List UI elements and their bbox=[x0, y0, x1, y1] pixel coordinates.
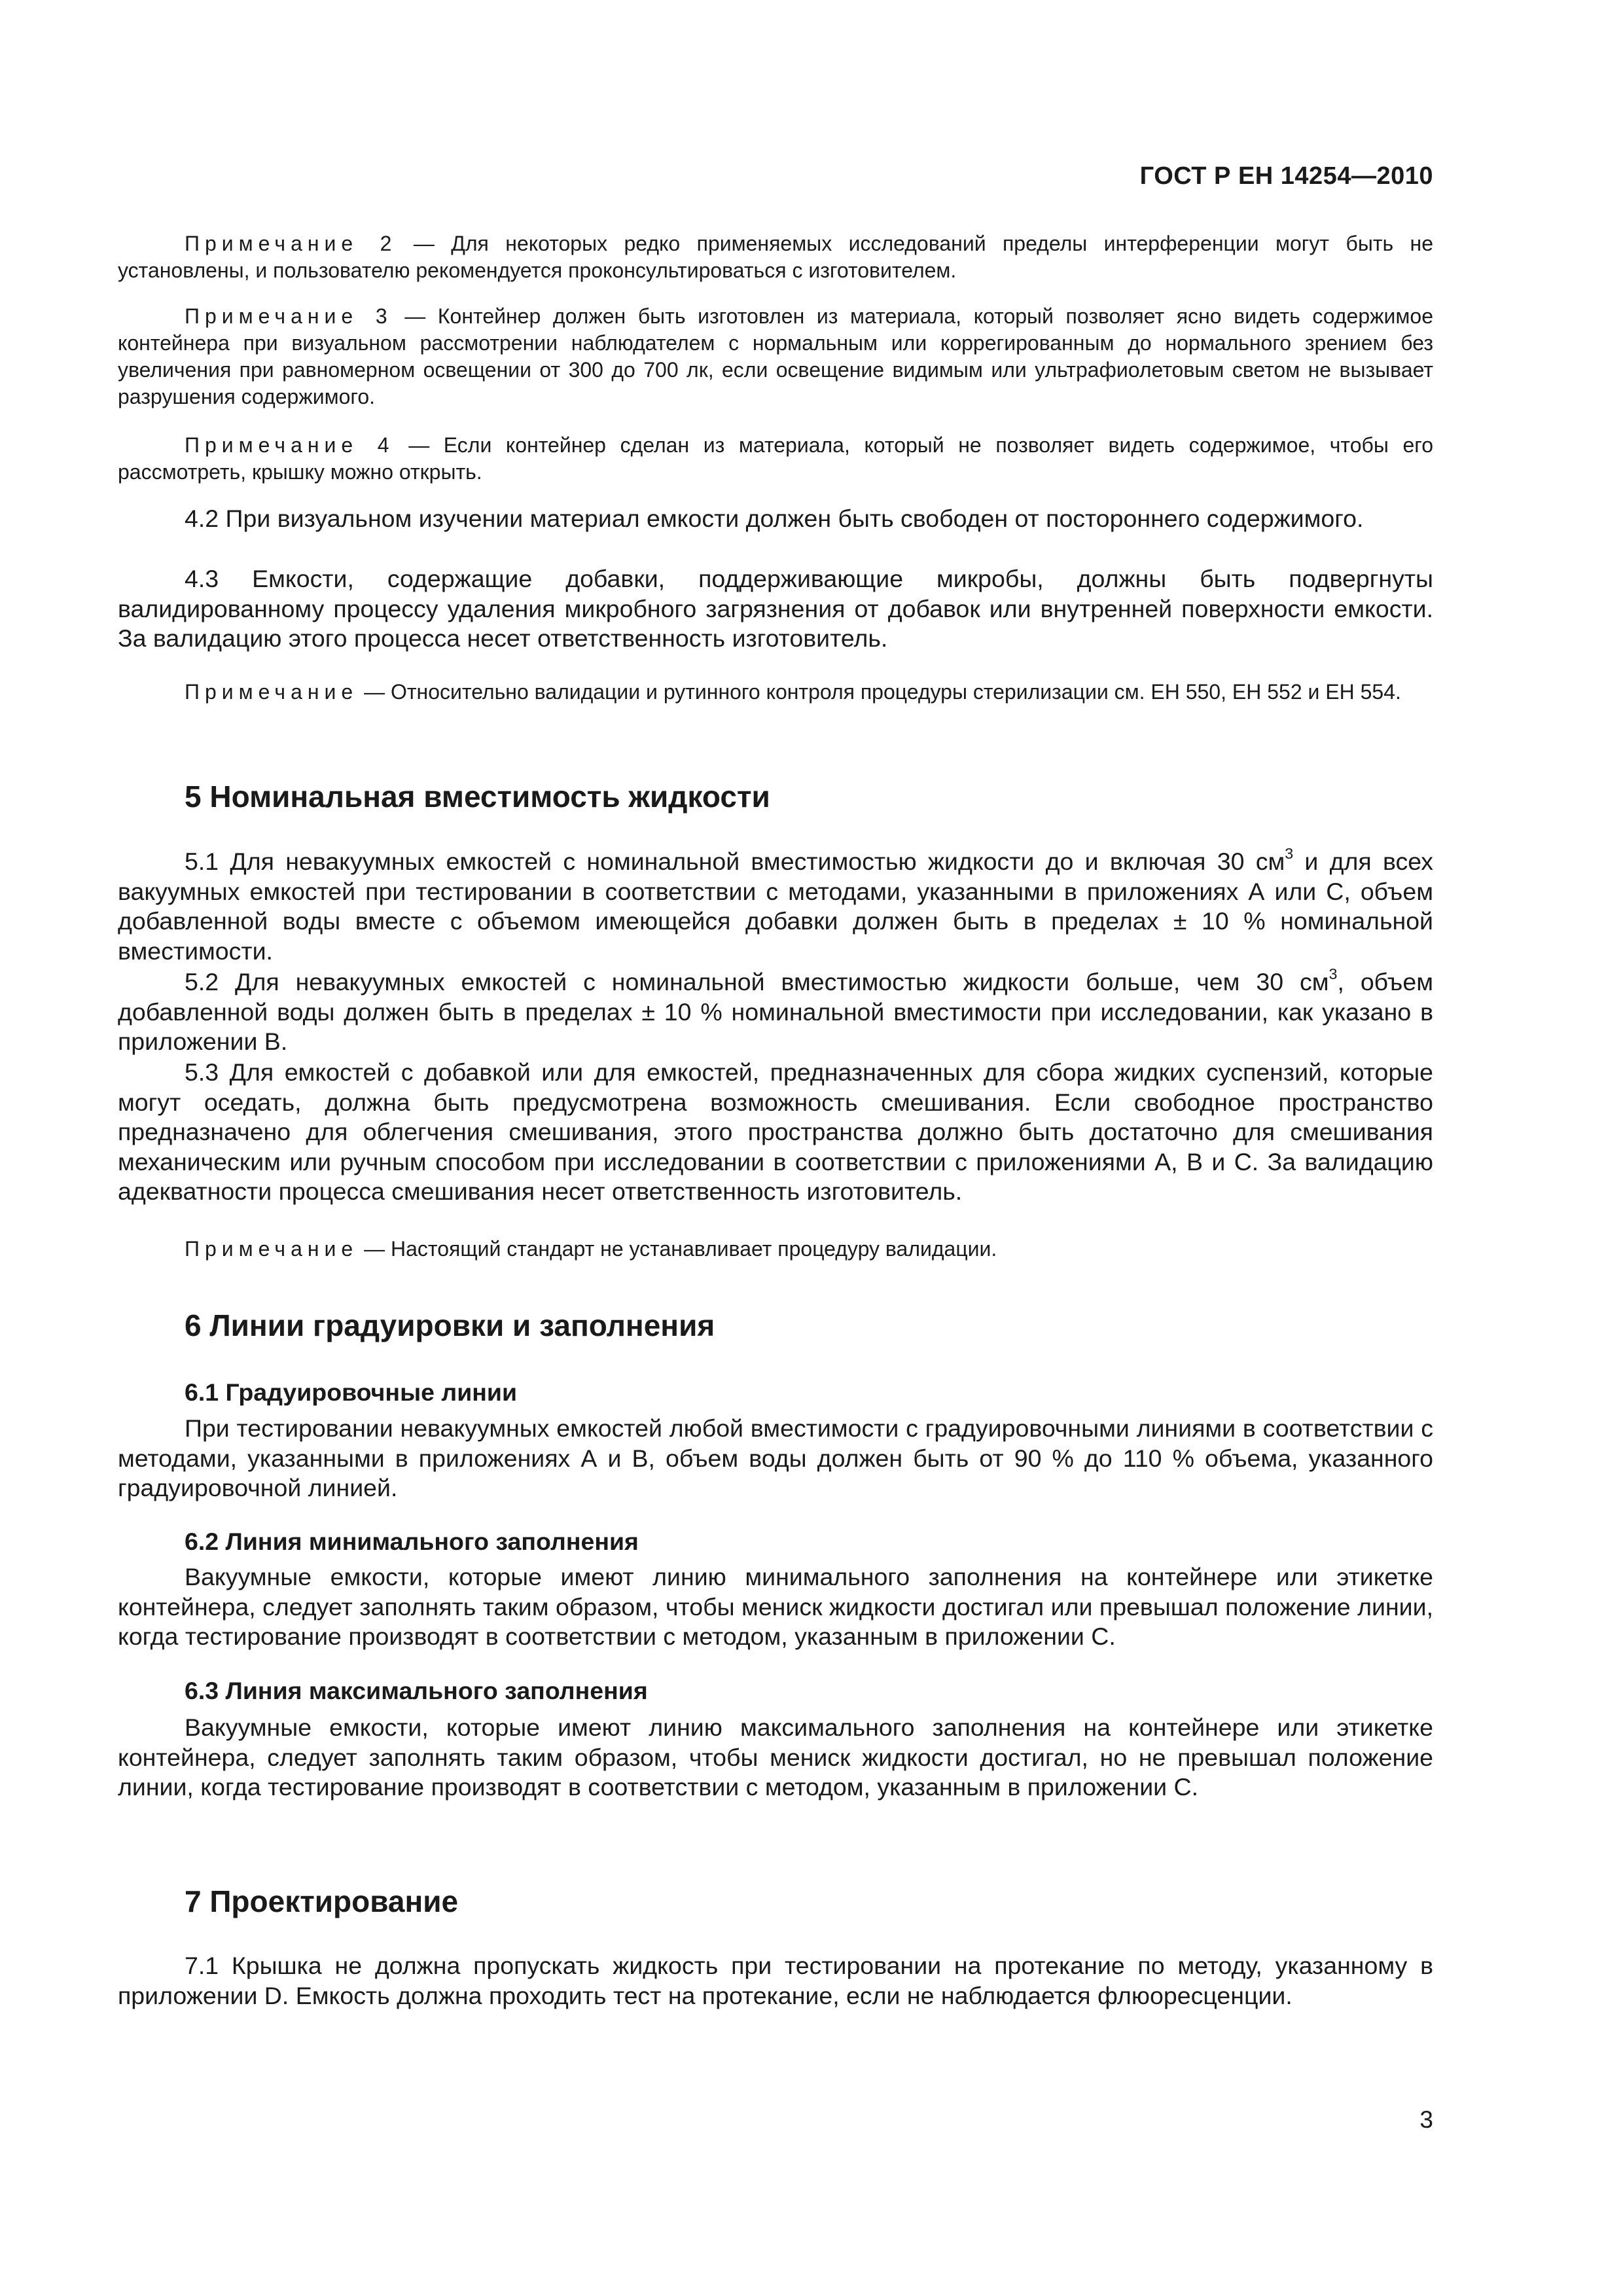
superscript: 3 bbox=[1329, 965, 1338, 983]
paragraph-5-3: 5.3 Для емкостей с добавкой или для емкостей, предназначенных для сбора жидких суспензий, которые могут оседать, должна быть предусмотрена возможность смешивания. Если свободное пространство предназначено для облегчения смешивания, этого пространства должно быть достаточно для смешивания механическим или ручным способом при исследовании в соответствии с приложениями А, В и С. За валидацию адекватности процесса смешивания несет ответственность изготовитель. bbox=[118, 1058, 1433, 1205]
subsection-6-1-heading: 6.1 Градуировочные линии bbox=[185, 1378, 518, 1406]
paragraph-4-2: 4.2 При визуальном изучении материал емкости должен быть свободен от постороннего содержимого. bbox=[185, 505, 1364, 532]
paragraph-6-1: При тестировании невакуумных емкостей любой вместимости с градуировочными линиями в соответствии с методами, указанными в приложениях А и В, объем воды должен быть от 90 % до 110 % объема, указанного градуировочной линией. bbox=[118, 1414, 1433, 1501]
paragraph-7-1: 7.1 Крышка не должна пропускать жидкость при тестировании на протекание по методу, указанному в приложении D. Емкость должна проходить тест на протекание, если не наблюдается флюоресценции. bbox=[118, 1952, 1433, 2009]
paragraph-6-2: Вакуумные емкости, которые имеют линию минимального заполнения на контейнере или этикетке контейнера, следует заполнять таким образом, чтобы мениск жидкости достигал или превышал положение линии, когда тестирование производят в соответствии с методом, указанным в приложении С. bbox=[118, 1563, 1433, 1650]
section-6-heading: 6 Линии градуировки и заполнения bbox=[185, 1308, 715, 1342]
note-4 bbox=[118, 432, 1433, 486]
paragraph-6-3: Вакуумные емкости, которые имеют линию максимального заполнения на контейнере или этикетке контейнера, следует заполнять таким образом, чтобы мениск жидкости достигал, но не превышал положение линии, когда тестирование производят в соответствии с методом, указанным в приложении С. bbox=[118, 1713, 1433, 1801]
page-number: 3 bbox=[1419, 2106, 1433, 2133]
note-sterilization bbox=[118, 679, 1433, 706]
paragraph-5-1: 5.1 Для невакуумных емкостей с номинальной вместимостью жидкости до и включая 30 $см^3$ и для всех вакуумных емкостей при тестировании в соответствии с методами, указанными в приложениях А или С, объем добавленной воды вместе с объемом имеющейся добавки должен быть в пределах ± 10 % номинальной вместимости. bbox=[118, 845, 1433, 965]
note-label: Примечание 4 bbox=[185, 433, 395, 457]
note-label: Примечание 2 bbox=[185, 232, 397, 255]
superscript: 3 bbox=[1285, 845, 1294, 863]
paragraph-5-2: 5.2 Для невакуумных емкостей с номинальной вместимостью жидкости больше, чем 30 $см^3$, объем добавленной воды должен быть в пределах ± 10 % номинальной вместимости при исследовании, как указано в приложении В. bbox=[118, 965, 1433, 1055]
note-text: — Если контейнер сделан из материала, который не позволяет видеть содержимое, чтобы его рассмотреть, крышку можно открыть. bbox=[118, 433, 1434, 484]
section-5-heading: 5 Номинальная вместимость жидкости bbox=[185, 780, 770, 814]
section-7-heading: 7 Проектирование bbox=[185, 1884, 459, 1918]
note-2 bbox=[118, 230, 1433, 284]
note-text: — Относительно валидации и рутинного контроля процедуры стерилизации см. ЕН 550, ЕН 552 и ЕН 554. bbox=[358, 680, 1401, 704]
subsection-6-3-heading: 6.3 Линия максимального заполнения bbox=[185, 1677, 648, 1704]
note-label: Примечание bbox=[185, 1237, 359, 1261]
note-label: Примечание bbox=[185, 680, 359, 704]
note-text: — Настоящий стандарт не устанавливает процедуру валидации. bbox=[358, 1237, 997, 1261]
paragraph-4-3: 4.3 Емкости, содержащие добавки, поддерживающие микробы, должны быть подвергнуты валидированному процессу удаления микробного загрязнения от добавок или внутренней поверхности емкости. За валидацию этого процесса несет ответственность изготовитель. bbox=[118, 565, 1433, 652]
note-validation bbox=[118, 1236, 1433, 1263]
note-text: — Для некоторых редко применяемых исследований пределы интерференции могут быть не установлены, и пользователю рекомендуется проконсультироваться с изготовителем. bbox=[118, 232, 1434, 282]
note-3 bbox=[118, 303, 1433, 410]
subsection-6-2-heading: 6.2 Линия минимального заполнения bbox=[185, 1528, 639, 1555]
document-code: ГОСТ Р ЕН 14254—2010 bbox=[1139, 162, 1433, 190]
note-label: Примечание 3 bbox=[185, 304, 393, 328]
note-text: — Контейнер должен быть изготовлен из материала, который позволяет ясно видеть содержимое контейнера при визуальном рассмотрении наблюдателем с нормальным или коррегированным до нормального зрением без увеличения при равномерном освещении от 300 до 700 лк, если освещение видимым или ультрафиолетовым светом не вызывает разрушения содержимого. bbox=[118, 304, 1434, 408]
